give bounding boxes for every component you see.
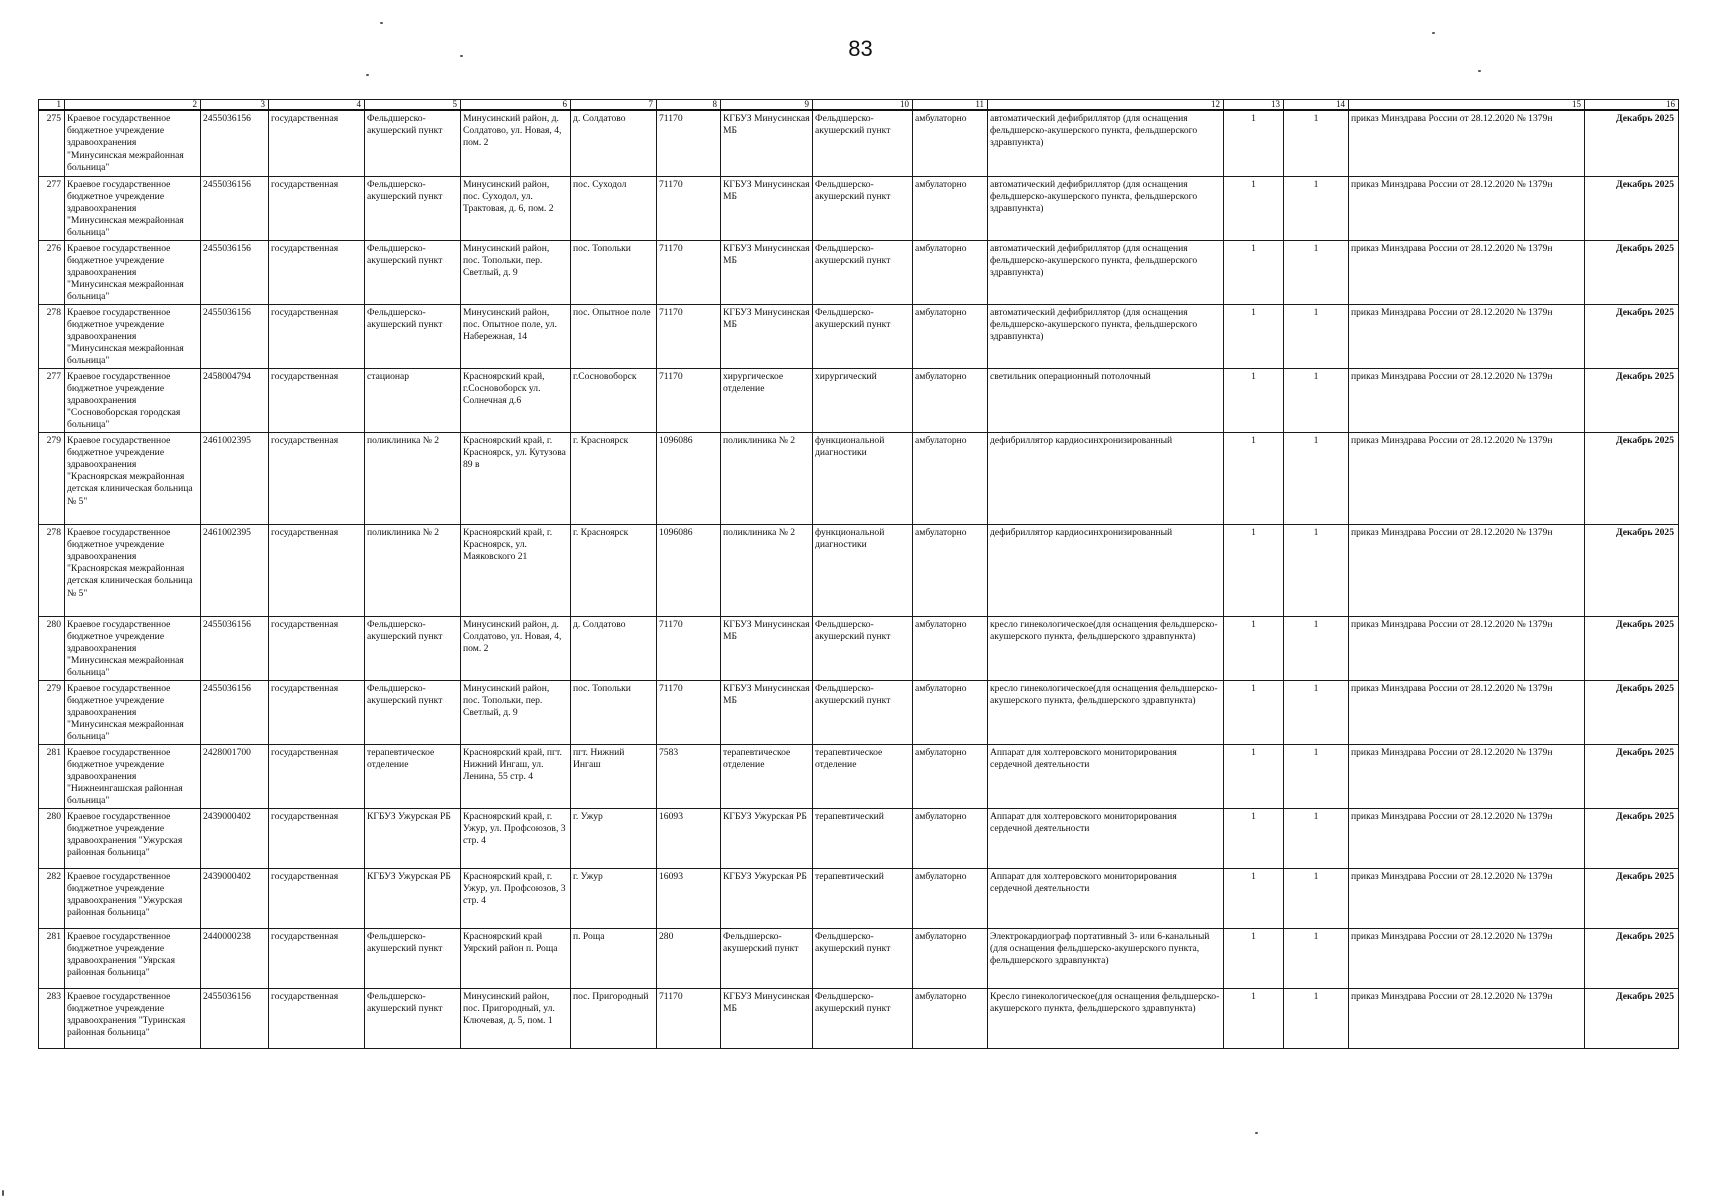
cell-n: 279 <box>39 680 65 744</box>
cell-equipment: светильник операционный потолочный <box>988 368 1224 432</box>
cell-locality: д. Солдатово <box>571 110 657 176</box>
cell-form: государственная <box>269 176 365 240</box>
cell-code: 71170 <box>657 616 721 680</box>
cell-q14: 1 <box>1284 808 1349 868</box>
cell-org: Краевое государственное бюджетное учреждение здравоохранения "Сосновоборская городская больница" <box>65 368 201 432</box>
cell-unit: КГБУЗ Ужурская РБ <box>365 808 461 868</box>
cell-care: амбулаторно <box>913 524 988 616</box>
column-number-header <box>39 100 1679 111</box>
cell-unit: Фельдшерско-акушерский пункт <box>365 988 461 1048</box>
equipment-table-container <box>38 99 1678 1049</box>
cell-date: Декабрь 2025 <box>1585 868 1679 928</box>
cell-code: 71170 <box>657 368 721 432</box>
cell-equipment: дефибриллятор кардиосинхронизированный <box>988 524 1224 616</box>
cell-date: Декабрь 2025 <box>1585 176 1679 240</box>
cell-equipment: автоматический дефибриллятор (для оснащения фельдшерско-акушерского пункта, фельдшерского здравпункта) <box>988 176 1224 240</box>
cell-form: государственная <box>269 368 365 432</box>
cell-basis: приказ Минздрава России от 28.12.2020 № 1379н <box>1349 524 1585 616</box>
cell-q14: 1 <box>1284 524 1349 616</box>
table-row <box>39 616 1679 680</box>
cell-form: государственная <box>269 988 365 1048</box>
cell-equipment: Аппарат для холтеровского мониторирования сердечной деятельности <box>988 744 1224 808</box>
cell-basis: приказ Минздрава России от 28.12.2020 № 1379н <box>1349 304 1585 368</box>
cell-equipment: кресло гинекологическое(для оснащения фельдшерско-акушерского пункта, фельдшерского здравпункта) <box>988 616 1224 680</box>
cell-org: Краевое государственное бюджетное учреждение здравоохранения "Минусинская межрайонная больница" <box>65 304 201 368</box>
cell-dept: КГБУЗ Минусинская МБ <box>721 988 813 1048</box>
column-header: 11 <box>913 100 988 111</box>
cell-unit: Фельдшерско-акушерский пункт <box>365 616 461 680</box>
cell-address: Красноярский край Уярский район п. Роща <box>461 928 571 988</box>
cell-n: 275 <box>39 110 65 176</box>
cell-address: Минусинский район, пос. Опытное поле, ул. Набережная, 14 <box>461 304 571 368</box>
cell-locality: пгт. Нижний Ингаш <box>571 744 657 808</box>
cell-basis: приказ Минздрава России от 28.12.2020 № 1379н <box>1349 432 1585 524</box>
cell-locality: г. Красноярск <box>571 524 657 616</box>
cell-profile: Фельдшерско-акушерский пункт <box>813 928 913 988</box>
cell-care: амбулаторно <box>913 988 988 1048</box>
cell-q13: 1 <box>1224 868 1284 928</box>
cell-profile: Фельдшерско-акушерский пункт <box>813 616 913 680</box>
cell-basis: приказ Минздрава России от 28.12.2020 № 1379н <box>1349 988 1585 1048</box>
cell-equipment: Аппарат для холтеровского мониторирования сердечной деятельности <box>988 868 1224 928</box>
cell-q13: 1 <box>1224 744 1284 808</box>
column-header: 6 <box>461 100 571 111</box>
cell-inn: 2455036156 <box>201 988 269 1048</box>
cell-dept: терапевтическое отделение <box>721 744 813 808</box>
cell-inn: 2439000402 <box>201 868 269 928</box>
table-row <box>39 680 1679 744</box>
cell-org: Краевое государственное бюджетное учреждение здравоохранения "Минусинская межрайонная больница" <box>65 240 201 304</box>
cell-basis: приказ Минздрава России от 28.12.2020 № 1379н <box>1349 110 1585 176</box>
cell-n: 276 <box>39 240 65 304</box>
cell-care: амбулаторно <box>913 240 988 304</box>
cell-locality: пос. Топольки <box>571 680 657 744</box>
cell-dept: КГБУЗ Ужурская РБ <box>721 808 813 868</box>
cell-n: 279 <box>39 432 65 524</box>
cell-dept: поликлиника № 2 <box>721 524 813 616</box>
cell-unit: Фельдшерско-акушерский пункт <box>365 240 461 304</box>
column-header: 13 <box>1224 100 1284 111</box>
cell-inn: 2461002395 <box>201 524 269 616</box>
cell-dept: КГБУЗ Минусинская МБ <box>721 304 813 368</box>
cell-locality: пос. Топольки <box>571 240 657 304</box>
cell-inn: 2455036156 <box>201 680 269 744</box>
cell-form: государственная <box>269 240 365 304</box>
cell-q13: 1 <box>1224 808 1284 868</box>
cell-q13: 1 <box>1224 368 1284 432</box>
cell-dept: хирургическое отделение <box>721 368 813 432</box>
cell-care: амбулаторно <box>913 744 988 808</box>
cell-q13: 1 <box>1224 432 1284 524</box>
cell-inn: 2455036156 <box>201 240 269 304</box>
cell-care: амбулаторно <box>913 868 988 928</box>
table-row <box>39 744 1679 808</box>
cell-profile: терапевтический <box>813 808 913 868</box>
cell-profile: функциональной диагностики <box>813 524 913 616</box>
cell-org: Краевое государственное бюджетное учреждение здравоохранения "Туринская районная больница" <box>65 988 201 1048</box>
cell-q13: 1 <box>1224 988 1284 1048</box>
cell-q13: 1 <box>1224 304 1284 368</box>
cell-profile: Фельдшерско-акушерский пункт <box>813 304 913 368</box>
cell-code: 71170 <box>657 176 721 240</box>
cell-org: Краевое государственное бюджетное учреждение здравоохранения "Красноярская межрайонная детская клиническая больница № 5" <box>65 524 201 616</box>
column-header: 16 <box>1585 100 1679 111</box>
cell-code: 71170 <box>657 110 721 176</box>
scan-speck <box>1255 1132 1258 1134</box>
cell-profile: Фельдшерско-акушерский пункт <box>813 176 913 240</box>
cell-n: 281 <box>39 744 65 808</box>
cell-care: амбулаторно <box>913 110 988 176</box>
cell-code: 1096086 <box>657 524 721 616</box>
cell-basis: приказ Минздрава России от 28.12.2020 № 1379н <box>1349 240 1585 304</box>
cell-form: государственная <box>269 744 365 808</box>
column-header: 7 <box>571 100 657 111</box>
cell-q13: 1 <box>1224 928 1284 988</box>
cell-address: Минусинский район, пос. Топольки, пер. Светлый, д. 9 <box>461 240 571 304</box>
cell-locality: пос. Суходол <box>571 176 657 240</box>
cell-dept: КГБУЗ Минусинская МБ <box>721 616 813 680</box>
cell-org: Краевое государственное бюджетное учреждение здравоохранения "Минусинская межрайонная больница" <box>65 616 201 680</box>
cell-n: 282 <box>39 868 65 928</box>
cell-org: Краевое государственное бюджетное учреждение здравоохранения "Минусинская межрайонная больница" <box>65 680 201 744</box>
cell-care: амбулаторно <box>913 368 988 432</box>
cell-inn: 2458004794 <box>201 368 269 432</box>
cell-equipment: автоматический дефибриллятор (для оснащения фельдшерско-акушерского пункта, фельдшерского здравпункта) <box>988 304 1224 368</box>
cell-unit: поликлиника № 2 <box>365 524 461 616</box>
cell-form: государственная <box>269 928 365 988</box>
table-row <box>39 868 1679 928</box>
cell-basis: приказ Минздрава России от 28.12.2020 № 1379н <box>1349 176 1585 240</box>
cell-form: государственная <box>269 304 365 368</box>
cell-inn: 2455036156 <box>201 176 269 240</box>
column-header: 1 <box>39 100 65 111</box>
scan-speck <box>1432 32 1435 34</box>
table-row <box>39 240 1679 304</box>
cell-org: Краевое государственное бюджетное учреждение здравоохранения "Ужурская районная больница" <box>65 868 201 928</box>
cell-org: Краевое государственное бюджетное учреждение здравоохранения "Ужурская районная больница" <box>65 808 201 868</box>
cell-profile: функциональной диагностики <box>813 432 913 524</box>
cell-profile: Фельдшерско-акушерский пункт <box>813 988 913 1048</box>
cell-date: Декабрь 2025 <box>1585 240 1679 304</box>
table-row <box>39 432 1679 524</box>
cell-address: Красноярский край, г. Ужур, ул. Профсоюзов, 3 стр. 4 <box>461 808 571 868</box>
cell-n: 280 <box>39 808 65 868</box>
table-row <box>39 928 1679 988</box>
cell-q14: 1 <box>1284 304 1349 368</box>
cell-date: Декабрь 2025 <box>1585 928 1679 988</box>
cell-unit: Фельдшерско-акушерский пункт <box>365 928 461 988</box>
cell-q14: 1 <box>1284 432 1349 524</box>
cell-code: 7583 <box>657 744 721 808</box>
cell-address: Красноярский край, пгт. Нижний Ингаш, ул. Ленина, 55 стр. 4 <box>461 744 571 808</box>
cell-profile: Фельдшерско-акушерский пункт <box>813 110 913 176</box>
cell-q13: 1 <box>1224 680 1284 744</box>
cell-care: амбулаторно <box>913 304 988 368</box>
scan-speck <box>460 55 463 57</box>
cell-date: Декабрь 2025 <box>1585 432 1679 524</box>
cell-q14: 1 <box>1284 744 1349 808</box>
cell-n: 278 <box>39 304 65 368</box>
cell-date: Декабрь 2025 <box>1585 988 1679 1048</box>
cell-equipment: Кресло гинекологическое(для оснащения фельдшерско-акушерского пункта, фельдшерского здравпункта) <box>988 988 1224 1048</box>
cell-date: Декабрь 2025 <box>1585 680 1679 744</box>
cell-code: 71170 <box>657 680 721 744</box>
cell-form: государственная <box>269 524 365 616</box>
scan-speck <box>366 74 369 76</box>
cell-profile: хирургический <box>813 368 913 432</box>
cell-dept: Фельдшерско-акушерский пункт <box>721 928 813 988</box>
cell-care: амбулаторно <box>913 616 988 680</box>
cell-form: государственная <box>269 616 365 680</box>
cell-inn: 2461002395 <box>201 432 269 524</box>
column-header: 15 <box>1349 100 1585 111</box>
cell-locality: г. Ужур <box>571 808 657 868</box>
cell-form: государственная <box>269 680 365 744</box>
cell-locality: пос. Пригородный <box>571 988 657 1048</box>
cell-basis: приказ Минздрава России от 28.12.2020 № 1379н <box>1349 744 1585 808</box>
cell-date: Декабрь 2025 <box>1585 110 1679 176</box>
cell-q14: 1 <box>1284 368 1349 432</box>
cell-equipment: дефибриллятор кардиосинхронизированный <box>988 432 1224 524</box>
cell-date: Декабрь 2025 <box>1585 616 1679 680</box>
cell-unit: Фельдшерско-акушерский пункт <box>365 304 461 368</box>
cell-locality: г.Сосновоборск <box>571 368 657 432</box>
cell-unit: КГБУЗ Ужурская РБ <box>365 868 461 928</box>
cell-q14: 1 <box>1284 868 1349 928</box>
cell-address: Минусинский район, д. Солдатово, ул. Новая, 4, пом. 2 <box>461 616 571 680</box>
cell-locality: г. Красноярск <box>571 432 657 524</box>
cell-locality: пос. Опытное поле <box>571 304 657 368</box>
cell-date: Декабрь 2025 <box>1585 808 1679 868</box>
cell-n: 281 <box>39 928 65 988</box>
cell-address: Красноярский край, г. Красноярск, ул. Маяковского 21 <box>461 524 571 616</box>
cell-q13: 1 <box>1224 524 1284 616</box>
table-row <box>39 304 1679 368</box>
cell-equipment: Аппарат для холтеровского мониторирования сердечной деятельности <box>988 808 1224 868</box>
cell-q14: 1 <box>1284 928 1349 988</box>
cell-n: 277 <box>39 368 65 432</box>
cell-q13: 1 <box>1224 616 1284 680</box>
cell-form: государственная <box>269 808 365 868</box>
column-header: 4 <box>269 100 365 111</box>
scan-speck <box>2 1190 4 1196</box>
cell-locality: д. Солдатово <box>571 616 657 680</box>
scan-speck <box>1478 70 1481 72</box>
cell-basis: приказ Минздрава России от 28.12.2020 № 1379н <box>1349 868 1585 928</box>
cell-n: 278 <box>39 524 65 616</box>
cell-q14: 1 <box>1284 110 1349 176</box>
scan-speck <box>380 22 383 24</box>
cell-inn: 2455036156 <box>201 110 269 176</box>
cell-profile: Фельдшерско-акушерский пункт <box>813 680 913 744</box>
cell-code: 1096086 <box>657 432 721 524</box>
column-header: 3 <box>201 100 269 111</box>
cell-date: Декабрь 2025 <box>1585 524 1679 616</box>
cell-inn: 2455036156 <box>201 616 269 680</box>
cell-n: 283 <box>39 988 65 1048</box>
cell-care: амбулаторно <box>913 808 988 868</box>
cell-org: Краевое государственное бюджетное учреждение здравоохранения "Минусинская межрайонная больница" <box>65 110 201 176</box>
page-number: 83 <box>848 36 873 61</box>
cell-basis: приказ Минздрава России от 28.12.2020 № 1379н <box>1349 368 1585 432</box>
cell-care: амбулаторно <box>913 680 988 744</box>
cell-q14: 1 <box>1284 988 1349 1048</box>
cell-address: Минусинский район, пос. Топольки, пер. Светлый, д. 9 <box>461 680 571 744</box>
cell-dept: КГБУЗ Ужурская РБ <box>721 868 813 928</box>
cell-unit: Фельдшерско-акушерский пункт <box>365 176 461 240</box>
cell-address: Минусинский район, пос. Суходол, ул. Трактовая, д. 6, пом. 2 <box>461 176 571 240</box>
cell-basis: приказ Минздрава России от 28.12.2020 № 1379н <box>1349 616 1585 680</box>
cell-equipment: кресло гинекологическое(для оснащения фельдшерско-акушерского пункта, фельдшерского здравпункта) <box>988 680 1224 744</box>
column-header: 9 <box>721 100 813 111</box>
cell-care: амбулаторно <box>913 432 988 524</box>
equipment-table <box>38 99 1679 1049</box>
cell-q14: 1 <box>1284 240 1349 304</box>
cell-basis: приказ Минздрава России от 28.12.2020 № 1379н <box>1349 928 1585 988</box>
cell-code: 16093 <box>657 868 721 928</box>
cell-unit: Фельдшерско-акушерский пункт <box>365 680 461 744</box>
cell-form: государственная <box>269 868 365 928</box>
table-row <box>39 110 1679 176</box>
cell-equipment: автоматический дефибриллятор (для оснащения фельдшерско-акушерского пункта, фельдшерского здравпункта) <box>988 110 1224 176</box>
cell-dept: КГБУЗ Минусинская МБ <box>721 680 813 744</box>
cell-code: 71170 <box>657 304 721 368</box>
cell-unit: терапевтическое отделение <box>365 744 461 808</box>
column-header: 14 <box>1284 100 1349 111</box>
cell-dept: КГБУЗ Минусинская МБ <box>721 176 813 240</box>
column-header: 2 <box>65 100 201 111</box>
cell-inn: 2455036156 <box>201 304 269 368</box>
cell-address: Красноярский край, г. Красноярск, ул. Кутузова 89 в <box>461 432 571 524</box>
cell-q13: 1 <box>1224 240 1284 304</box>
cell-care: амбулаторно <box>913 928 988 988</box>
column-header: 8 <box>657 100 721 111</box>
cell-org: Краевое государственное бюджетное учреждение здравоохранения "Красноярская межрайонная детская клиническая больница № 5" <box>65 432 201 524</box>
column-header: 12 <box>988 100 1224 111</box>
cell-basis: приказ Минздрава России от 28.12.2020 № 1379н <box>1349 680 1585 744</box>
cell-org: Краевое государственное бюджетное учреждение здравоохранения "Нижнеингашская районная больница" <box>65 744 201 808</box>
cell-address: Минусинский район, д. Солдатово, ул. Новая, 4, пом. 2 <box>461 110 571 176</box>
cell-code: 16093 <box>657 808 721 868</box>
cell-form: государственная <box>269 432 365 524</box>
table-row <box>39 368 1679 432</box>
cell-code: 71170 <box>657 240 721 304</box>
cell-n: 277 <box>39 176 65 240</box>
cell-n: 280 <box>39 616 65 680</box>
column-header: 10 <box>813 100 913 111</box>
table-row <box>39 524 1679 616</box>
cell-q13: 1 <box>1224 110 1284 176</box>
table-body <box>39 110 1679 1048</box>
cell-q14: 1 <box>1284 616 1349 680</box>
cell-locality: г. Ужур <box>571 868 657 928</box>
cell-unit: поликлиника № 2 <box>365 432 461 524</box>
cell-care: амбулаторно <box>913 176 988 240</box>
table-row <box>39 988 1679 1048</box>
cell-profile: Фельдшерско-акушерский пункт <box>813 240 913 304</box>
cell-dept: КГБУЗ Минусинская МБ <box>721 110 813 176</box>
table-row <box>39 808 1679 868</box>
cell-address: Красноярский край, г.Сосновоборск ул. Солнечная д.6 <box>461 368 571 432</box>
cell-locality: п. Роща <box>571 928 657 988</box>
cell-org: Краевое государственное бюджетное учреждение здравоохранения "Минусинская межрайонная больница" <box>65 176 201 240</box>
cell-address: Минусинский район, пос. Пригородный, ул. Ключевая, д. 5, пом. 1 <box>461 988 571 1048</box>
cell-date: Декабрь 2025 <box>1585 744 1679 808</box>
cell-org: Краевое государственное бюджетное учреждение здравоохранения "Уярская районная больница" <box>65 928 201 988</box>
cell-unit: Фельдшерско-акушерский пункт <box>365 110 461 176</box>
cell-inn: 2439000402 <box>201 808 269 868</box>
cell-inn: 2428001700 <box>201 744 269 808</box>
cell-code: 71170 <box>657 988 721 1048</box>
cell-unit: стационар <box>365 368 461 432</box>
cell-basis: приказ Минздрава России от 28.12.2020 № 1379н <box>1349 808 1585 868</box>
cell-equipment: Электрокардиограф портативный 3- или 6-канальный (для оснащения фельдшерско-акушерского пункта, фельдшерского здравпункта) <box>988 928 1224 988</box>
cell-date: Декабрь 2025 <box>1585 368 1679 432</box>
cell-q14: 1 <box>1284 680 1349 744</box>
cell-inn: 2440000238 <box>201 928 269 988</box>
cell-date: Декабрь 2025 <box>1585 304 1679 368</box>
cell-equipment: автоматический дефибриллятор (для оснащения фельдшерско-акушерского пункта, фельдшерского здравпункта) <box>988 240 1224 304</box>
cell-profile: терапевтический <box>813 868 913 928</box>
cell-q14: 1 <box>1284 176 1349 240</box>
cell-code: 280 <box>657 928 721 988</box>
cell-dept: КГБУЗ Минусинская МБ <box>721 240 813 304</box>
cell-dept: поликлиника № 2 <box>721 432 813 524</box>
table-row <box>39 176 1679 240</box>
cell-q13: 1 <box>1224 176 1284 240</box>
cell-profile: терапевтическое отделение <box>813 744 913 808</box>
cell-form: государственная <box>269 110 365 176</box>
cell-address: Красноярский край, г. Ужур, ул. Профсоюзов, 3 стр. 4 <box>461 868 571 928</box>
column-header: 5 <box>365 100 461 111</box>
